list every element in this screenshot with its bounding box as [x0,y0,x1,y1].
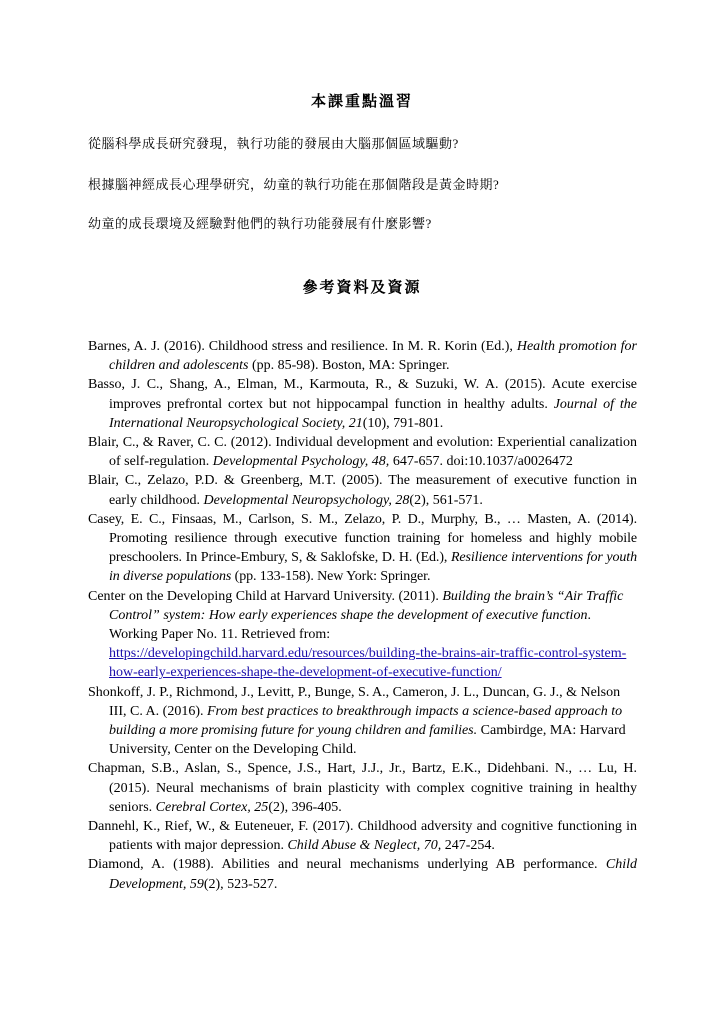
reference-text: Cambirdge, MA: Harvard University, Center on the Developing Child. [109,723,626,758]
reference-text: Blair, C., & Raver, C. C. (2012). Individual development and evolution: Experiential canalization of self-regulation. [88,435,637,470]
reference-text: . Working Paper No. 11. Retrieved from: [109,607,591,643]
reference-text: Casey, E. C., Finsaas, M., Carlson, S. M., Zelazo, P. D., Murphy, B., … Masten, A. (2014). Promoting resilience through executive function training for homeless and highly mobile preschoolers. In Prince-Embury, S, & Saklofske, D. H. (Ed.), [88,511,637,566]
reference-source: Building the brain’s “Air Traffic Control” system: How early experiences shape the development of executive function [109,588,624,623]
references-heading: 參考資料及資源 [302,280,422,296]
reference-entry [88,817,637,855]
reference-entry [88,759,637,817]
reference-text: (10), 791-801. [362,415,444,431]
reference-text: Shonkoff, J. P., Richmond, J., Levitt, P., Bunge, S. A., Cameron, J. L., Duncan, G. J., & Nelson III, C. A. (2016). [88,684,621,719]
reference-source: Child Development, 59 [109,857,637,892]
reference-text: (pp. 85-98). Boston, MA: Springer. [248,358,450,374]
reference-text: Barnes, A. J. (2016). Childhood stress and resilience. In M. R. Korin (Ed.), [88,339,517,354]
review-heading: 本課重點溫習 [310,94,413,110]
reference-entry [88,510,637,587]
reference-entry [88,471,637,509]
review-question: 幼童的成長環境及經驗對他們的執行功能發展有什麼影響? [88,216,432,231]
reference-text: (pp. 133-158). New York: Springer. [231,569,431,585]
reference-source: Health promotion for children and adolescents [109,339,637,374]
reference-entry [88,587,637,683]
reference-source: Cerebral Cortex, 25 [155,799,269,815]
reference-text: Chapman, S.B., Aslan, S., Spence, J.S., Hart, J.J., Jr., Bartz, E.K., Didehbani. N., … Lu, H. (2015). Neural mechanisms of brain plasticity with complex cognitive training in healthy seniors. [88,761,637,815]
reference-text: (2), 523-527. [203,876,278,892]
reference-text: Blair, C., Zelazo, P.D. & Greenberg, M.T. (2005). The measurement of executive function in early childhood. [88,473,637,508]
reference-entry [88,433,637,471]
reference-text: Basso, J. C., Shang, A., Elman, M., Karmouta, R., & Suzuki, W. A. (2015). Acute exercise improves prefrontal cortex but not hippocampal function in healthy adults. [88,377,637,412]
reference-text: (2), 396-405. [268,799,342,815]
reference-source: From best practices to breakthrough impacts a science-based approach to building a more promising future for young children and families. [109,703,623,739]
reference-text: Center on the Developing Child at Harvard University. (2011). [88,588,443,604]
reference-entry [88,337,637,375]
review-question: 從腦科學成長研究發現，執行功能的發展由大腦那個區域驅動? [88,136,459,151]
reference-source: Journal of the International Neuropsychological Society, 21 [109,396,637,431]
reference-text: 247-254. [441,838,495,854]
reference-text: (2), 561-571. [409,492,483,508]
reference-text: 647-657. doi:10.1037/a0026472 [389,454,573,470]
reference-entry [88,375,637,433]
reference-text: Diamond, A. (1988). Abilities and neural mechanisms underlying AB performance. [88,857,606,873]
reference-entry [88,683,637,760]
reference-source: Developmental Neuropsychology, 28 [203,492,410,508]
reference-entry [88,855,637,893]
reference-source: Developmental Psychology, 48, [212,454,390,470]
review-question: 根據腦神經成長心理學研究，幼童的執行功能在那個階段是黃金時期? [88,177,500,192]
reference-source: Resilience interventions for youth in diverse populations [109,550,637,585]
reference-source: Child Abuse & Neglect, 70, [287,838,442,854]
reference-url-link[interactable]: https://developingchild.harvard.edu/resources/building-the-brains-air-traffic-control-system-how-early-experiences-shape-the-development-of-executive-function/ [109,646,627,681]
reference-list [88,337,637,894]
reference-text: Dannehl, K., Rief, W., & Euteneuer, F. (2017). Childhood adversity and cognitive functioning in patients with major depression. [88,819,637,854]
